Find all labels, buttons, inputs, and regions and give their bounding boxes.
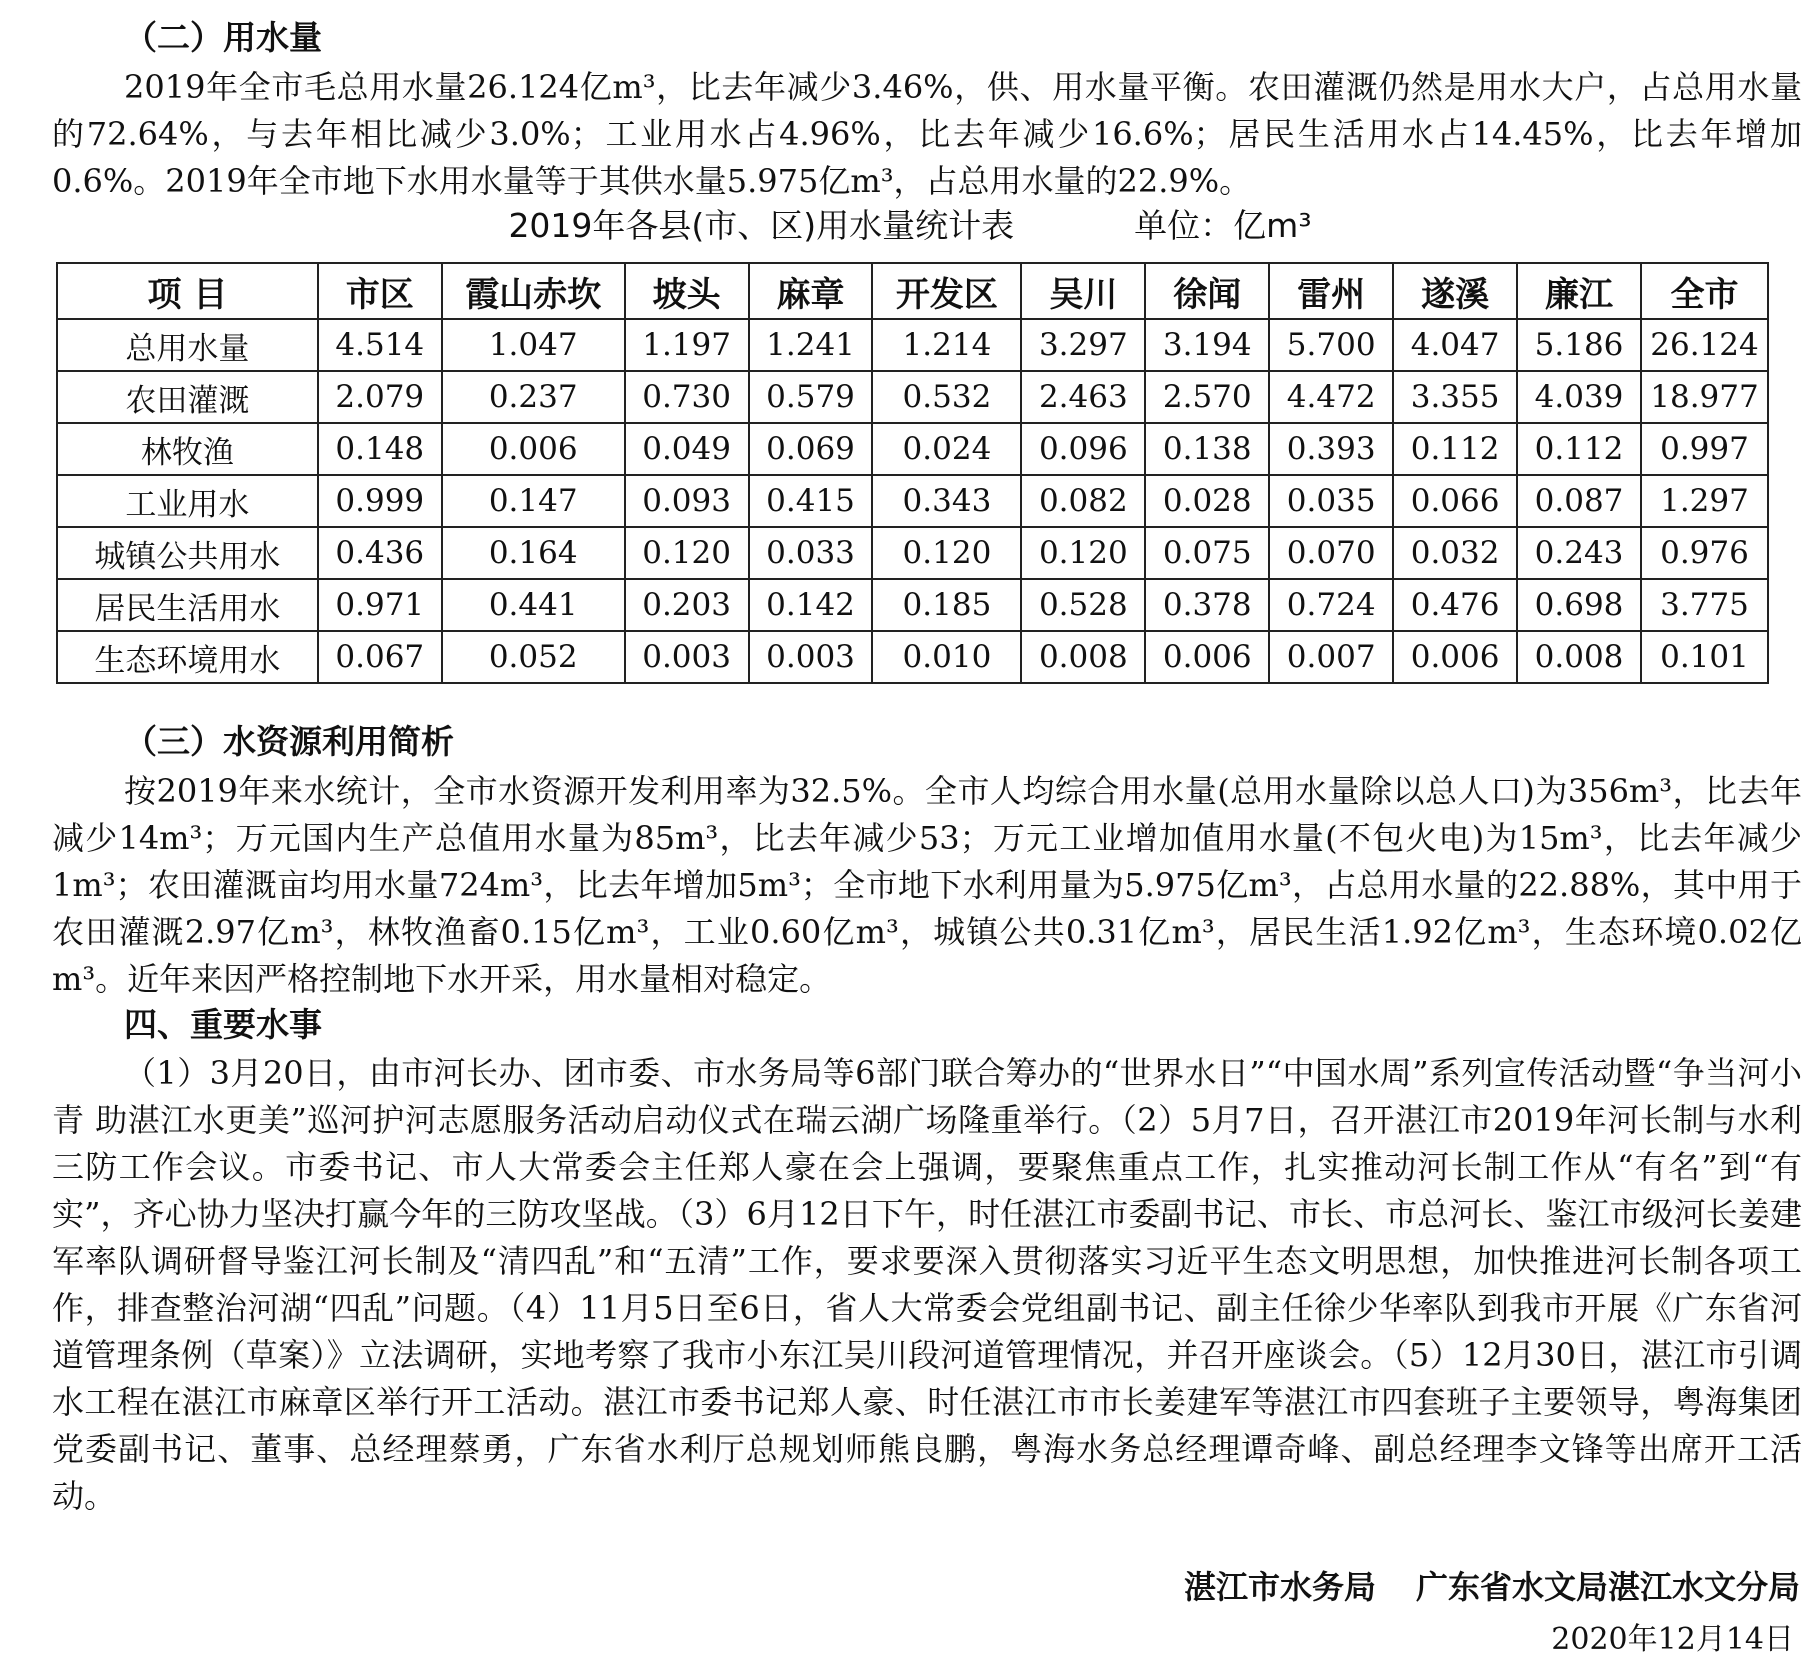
table-header-row	[57, 263, 1768, 319]
table-cell: 4.047	[1393, 319, 1517, 371]
table-cell: 0.070	[1269, 527, 1393, 579]
table-header-cell: 徐闻	[1145, 263, 1269, 319]
table-cell: 3.194	[1145, 319, 1269, 371]
table-cell: 0.003	[749, 631, 873, 683]
table-row	[57, 423, 1768, 475]
table-cell: 0.528	[1021, 579, 1145, 631]
table-header-cell: 全市	[1641, 263, 1768, 319]
table-cell: 0.476	[1393, 579, 1517, 631]
table-cell: 1.197	[625, 319, 749, 371]
table-cell: 5.186	[1517, 319, 1641, 371]
table-cell: 26.124	[1641, 319, 1768, 371]
table-row-label: 城镇公共用水	[57, 527, 318, 579]
table-row-label: 居民生活用水	[57, 579, 318, 631]
table-cell: 0.730	[625, 371, 749, 423]
table-cell: 4.472	[1269, 371, 1393, 423]
table-cell: 0.441	[442, 579, 625, 631]
table-cell: 0.032	[1393, 527, 1517, 579]
table-cell: 0.024	[872, 423, 1021, 475]
table-header-cell: 坡头	[625, 263, 749, 319]
table-cell: 0.007	[1269, 631, 1393, 683]
table-cell: 0.112	[1393, 423, 1517, 475]
table-header-cell: 麻章	[749, 263, 873, 319]
table-cell: 0.579	[749, 371, 873, 423]
table-cell: 0.006	[1145, 631, 1269, 683]
table-cell: 0.008	[1021, 631, 1145, 683]
table-cell: 0.049	[625, 423, 749, 475]
table-cell: 0.138	[1145, 423, 1269, 475]
table-cell: 0.008	[1517, 631, 1641, 683]
table-cell: 0.976	[1641, 527, 1768, 579]
table-row	[57, 475, 1768, 527]
table-cell: 0.971	[318, 579, 442, 631]
table-row-label: 林牧渔	[57, 423, 318, 475]
section-heading-water-use: （二）用水量	[124, 18, 322, 57]
section-heading-resource-analysis: （三）水资源利用简析	[124, 722, 454, 761]
table-row-label: 农田灌溉	[57, 371, 318, 423]
table-cell: 0.003	[625, 631, 749, 683]
signature-org-hydrology-branch: 广东省水文局湛江水文分局	[1415, 1568, 1800, 1606]
table-cell: 0.415	[749, 475, 873, 527]
table-cell: 0.378	[1145, 579, 1269, 631]
table-cell: 0.120	[872, 527, 1021, 579]
table-cell: 0.999	[318, 475, 442, 527]
table-cell: 0.393	[1269, 423, 1393, 475]
table-row-label: 总用水量	[57, 319, 318, 371]
signature-block	[1184, 1565, 1800, 1609]
table-row	[57, 631, 1768, 683]
table-row	[57, 319, 1768, 371]
table-cell: 1.297	[1641, 475, 1768, 527]
table-cell: 0.237	[442, 371, 625, 423]
table-unit: 单位：亿m³	[1134, 206, 1312, 245]
table-cell: 0.067	[318, 631, 442, 683]
table-cell: 0.698	[1517, 579, 1641, 631]
table-row	[57, 527, 1768, 579]
table-header-cell: 遂溪	[1393, 263, 1517, 319]
paragraph-water-use: 2019年全市毛总用水量26.124亿m³，比去年减少3.46%，供、用水量平衡。农田灌溉仍然是用水大户，占总用水量的72.64%，与去年相比减少3.0%；工业用水占4.96%，比去年减少16.6%；居民生活用水占14.45%，比去年增加0.6%。2019年全市地下水用水量等于其供水量5.975亿m³，占总用水量的22.9%。	[52, 68, 1802, 200]
table-cell: 0.997	[1641, 423, 1768, 475]
table-header-cell: 项 目	[57, 263, 318, 319]
table-cell: 1.047	[442, 319, 625, 371]
table-cell: 0.087	[1517, 475, 1641, 527]
table-header-cell: 吴川	[1021, 263, 1145, 319]
table-cell: 0.203	[625, 579, 749, 631]
table-cell: 3.355	[1393, 371, 1517, 423]
signature-org-water-bureau: 湛江市水务局	[1183, 1568, 1376, 1606]
table-cell: 0.147	[442, 475, 625, 527]
table-header-cell: 开发区	[872, 263, 1021, 319]
signature-date: 2020年12月14日	[1551, 1622, 1794, 1657]
table-cell: 3.775	[1641, 579, 1768, 631]
table-cell: 0.096	[1021, 423, 1145, 475]
table-cell: 0.033	[749, 527, 873, 579]
table-cell: 4.039	[1517, 371, 1641, 423]
paragraph-water-events: （1）3月20日，由市河长办、团市委、市水务局等6部门联合筹办的“世界水日”“中国水周”系列宣传活动暨“争当河小青 助湛江水更美”巡河护河志愿服务活动启动仪式在瑞云湖广场隆重举行。（2）5月7日，召开湛江市2019年河长制与水利三防工作会议。市委书记、市人大常委会主任郑人豪在会上强调，要聚焦重点工作，扎实推动河长制工作从“有名”到“有实”，齐心协力坚决打赢今年的三防攻坚战。（3）6月12日下午，时任湛江市委副书记、市长、市总河长、鉴江市级河长姜建军率队调研督导鉴江河长制及“清四乱”和“五清”工作，要求要深入贯彻落实习近平生态文明思想，加快推进河长制各项工作，排查整治河湖“四乱”问题。（4）11月5日至6日，省人大常委会党组副书记、副主任徐少华率队到我市开展《广东省河道管理条例（草案）》立法调研，实地考察了我市小东江吴川段河道管理情况，并召开座谈会。（5）12月30日，湛江市引调水工程在湛江市麻章区举行开工活动。湛江市委书记郑人豪、时任湛江市市长姜建军等湛江市四套班子主要领导，粤海集团党委副书记、董事、总经理蔡勇，广东省水利厅总规划师熊良鹏，粤海水务总经理谭奇峰、副总经理李文锋等出席开工活动。	[52, 1054, 1802, 1515]
table-cell: 0.164	[442, 527, 625, 579]
table-cell: 1.241	[749, 319, 873, 371]
table-cell: 0.120	[1021, 527, 1145, 579]
table-cell: 0.142	[749, 579, 873, 631]
table-cell: 0.069	[749, 423, 873, 475]
table-cell: 0.028	[1145, 475, 1269, 527]
table-cell: 0.066	[1393, 475, 1517, 527]
table-cell: 0.035	[1269, 475, 1393, 527]
table-cell: 0.093	[625, 475, 749, 527]
table-cell: 0.436	[318, 527, 442, 579]
table-cell: 0.101	[1641, 631, 1768, 683]
table-cell: 0.075	[1145, 527, 1269, 579]
table-cell: 5.700	[1269, 319, 1393, 371]
paragraph-resource-analysis: 按2019年来水统计，全市水资源开发利用率为32.5%。全市人均综合用水量(总用水量除以总人口)为356m³，比去年减少14m³；万元国内生产总值用水量为85m³，比去年减少53；万元工业增加值用水量(不包火电)为15m³，比去年减少1m³；农田灌溉亩均用水量724m³，比去年增加5m³；全市地下水利用量为5.975亿m³，占总用水量的22.88%，其中用于农田灌溉2.97亿m³，林牧渔畜0.15亿m³，工业0.60亿m³，城镇公共0.31亿m³，居民生活1.92亿m³，生态环境0.02亿m³。近年来因严格控制地下水开采，用水量相对稳定。	[52, 772, 1802, 998]
table-cell: 0.185	[872, 579, 1021, 631]
table-cell: 2.463	[1021, 371, 1145, 423]
table-row	[57, 579, 1768, 631]
table-cell: 2.570	[1145, 371, 1269, 423]
table-header-cell: 市区	[318, 263, 442, 319]
table-row-label: 生态环境用水	[57, 631, 318, 683]
table-cell: 2.079	[318, 371, 442, 423]
table-cell: 3.297	[1021, 319, 1145, 371]
table-cell: 0.052	[442, 631, 625, 683]
table-cell: 18.977	[1641, 371, 1768, 423]
water-use-table	[56, 262, 1769, 684]
table-cell: 0.343	[872, 475, 1021, 527]
section-heading-water-events: 四、重要水事	[124, 1005, 322, 1044]
table-header-cell: 雷州	[1269, 263, 1393, 319]
table-header-cell: 廉江	[1517, 263, 1641, 319]
table-cell: 0.010	[872, 631, 1021, 683]
table-cell: 0.082	[1021, 475, 1145, 527]
table-cell: 0.243	[1517, 527, 1641, 579]
table-row	[57, 371, 1768, 423]
table-cell: 0.006	[442, 423, 625, 475]
table-caption	[0, 204, 1820, 248]
table-header-cell: 霞山赤坎	[442, 263, 625, 319]
table-cell: 0.112	[1517, 423, 1641, 475]
table-cell: 0.006	[1393, 631, 1517, 683]
table-cell: 0.148	[318, 423, 442, 475]
table-title: 2019年各县(市、区)用水量统计表	[508, 206, 1015, 245]
table-cell: 4.514	[318, 319, 442, 371]
table-cell: 1.214	[872, 319, 1021, 371]
table-cell: 0.724	[1269, 579, 1393, 631]
table-cell: 0.120	[625, 527, 749, 579]
table-row-label: 工业用水	[57, 475, 318, 527]
table-cell: 0.532	[872, 371, 1021, 423]
